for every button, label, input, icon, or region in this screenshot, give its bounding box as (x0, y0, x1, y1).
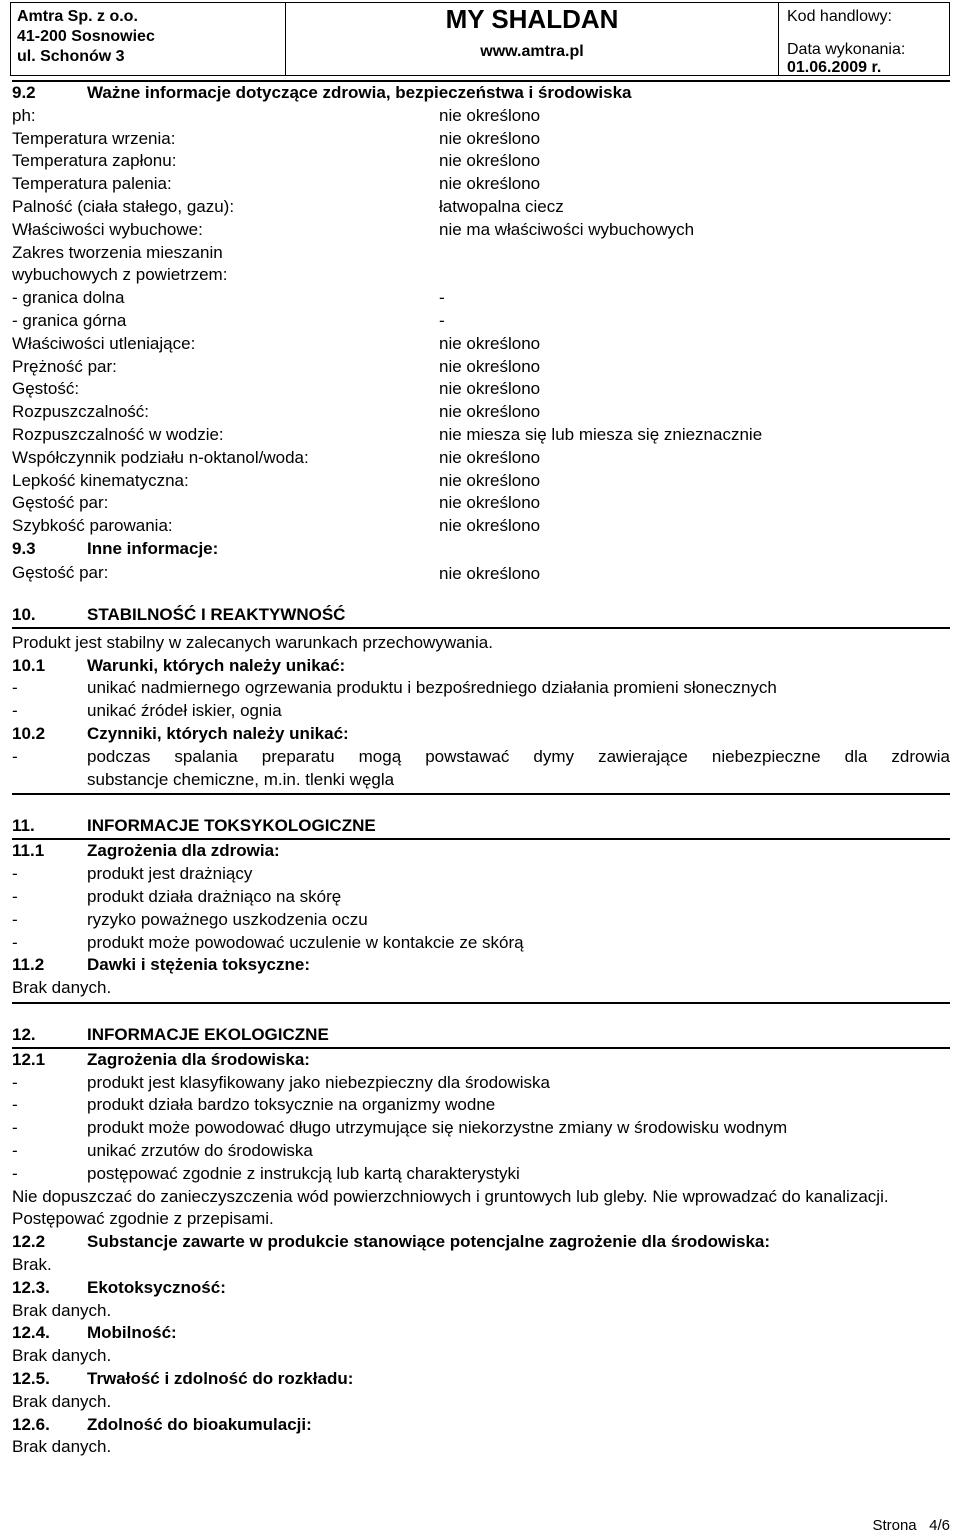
property-row (12, 447, 950, 470)
section-number: 11. (12, 816, 35, 836)
subsection-number: 12.2 (12, 1232, 46, 1252)
section-title: Ważne informacje dotyczące zdrowia, bezpieczeństwa i środowiska (87, 83, 632, 102)
list-item-text: unikać zrzutów do środowiska (87, 1141, 313, 1161)
subsection-number: 10.1 (12, 655, 46, 675)
subsection-heading (12, 1049, 950, 1072)
property-label: ph: (12, 105, 36, 125)
section-title: STABILNOŚĆ I REAKTYWNOŚĆ (87, 604, 346, 624)
list-item: - produkt działa bardzo toksycznie na organizmy wodne (12, 1094, 950, 1117)
subsection-text: Brak danych. (12, 1437, 112, 1457)
product-info (286, 3, 779, 75)
property-row (12, 424, 950, 447)
list-item: - postępować zgodnie z instrukcją lub kartą charakterystyki (12, 1163, 950, 1186)
property-label: Współczynnik podziału n-oktanol/woda: (12, 447, 309, 467)
section-heading (12, 815, 950, 840)
property-label: Gęstość par: (12, 562, 109, 582)
property-label: Zakres tworzenia mieszanin (12, 242, 223, 262)
page-number: Strona 4/6 (872, 1517, 950, 1534)
property-row (12, 219, 950, 242)
list-item-text: produkt jest drażniący (87, 864, 253, 884)
property-label: Rozpuszczalność: (12, 402, 150, 422)
list-item: - produkt jest drażniący (12, 863, 950, 886)
subsection-title: Warunki, których należy unikać: (87, 655, 346, 675)
list-item: - produkt działa drażniąco na skórę (12, 886, 950, 909)
property-row (12, 287, 950, 310)
property-row (12, 401, 950, 424)
list-item: - ryzyko poważnego uszkodzenia oczu (12, 909, 950, 932)
section-number: 9.2 (12, 83, 36, 102)
subsection-heading (12, 655, 950, 678)
subsection-heading (12, 1414, 950, 1437)
section-title: INFORMACJE TOKSYKOLOGICZNE (87, 816, 376, 836)
property-row (12, 356, 950, 379)
property-label: Temperatura zapłonu: (12, 151, 177, 171)
subsection-title: Zdolność do bioakumulacji: (87, 1414, 312, 1434)
property-value: - (439, 288, 445, 308)
property-row (12, 378, 950, 401)
product-name: MY SHALDAN (445, 4, 619, 34)
property-label: Szybkość parowania: (12, 516, 173, 536)
stability-text: Produkt jest stabilny w zalecanych warunkach przechowywania. (12, 632, 493, 652)
subsection-number: 9.3 (12, 538, 36, 558)
property-value: łatwopalna ciecz (439, 196, 564, 216)
properties-list (12, 105, 950, 538)
list-item: - produkt może powodować uczulenie w kontakcie ze skórą (12, 932, 950, 955)
no-data-text: Brak danych. (12, 977, 950, 1004)
property-row (12, 470, 950, 493)
list-item: - produkt jest klasyfikowany jako niebezpieczny dla środowiska (12, 1072, 950, 1095)
list-item-text: postępować zgodnie z instrukcją lub kartą charakterystyki (87, 1163, 520, 1183)
property-label: Właściwości utleniające: (12, 333, 196, 353)
section-heading (12, 80, 950, 105)
property-value: nie określono (439, 563, 541, 583)
list-item-text: unikać nadmiernego ogrzewania produktu i bezpośredniego działania promieni słonecznych (87, 678, 777, 698)
property-row (12, 242, 950, 265)
property-value: nie określono (439, 470, 541, 490)
property-label: Temperatura palenia: (12, 174, 172, 194)
property-label: Palność (ciała stałego, gazu): (12, 196, 235, 216)
ecology-paragraph: Nie dopuszczać do zanieczyszczenia wód powierzchniowych i gruntowych lub gleby. Nie wprowadzać do kanalizacji. Postępować zgodnie z przepisami. (12, 1186, 889, 1229)
property-value: nie określono (439, 333, 541, 353)
list-item: - unikać zrzutów do środowiska (12, 1140, 950, 1163)
property-value: nie określono (439, 493, 541, 513)
subsection-number: 11.1 (12, 841, 45, 861)
subsection-text: Brak danych. (12, 1346, 112, 1366)
list-item: - unikać nadmiernego ogrzewania produktu i bezpośredniego działania promieni słonecznych (12, 677, 950, 700)
company-name: Amtra Sp. z o.o. (17, 8, 138, 25)
list-item: - podczas spalania preparatu mogą powstawać dymy zawierające niebezpieczne dla zdrowia substancje chemiczne, m.in. tlenki węgla (12, 746, 950, 796)
section-heading (12, 1024, 950, 1049)
subsection-title: Ekotoksyczność: (87, 1277, 226, 1297)
subsection-number: 12.5. (12, 1369, 50, 1389)
property-value: nie ma właściwości wybuchowych (439, 219, 695, 239)
subsection-title: Czynniki, których należy unikać: (87, 723, 349, 743)
subsection-title: Trwałość i zdolność do rozkładu: (87, 1369, 354, 1389)
property-label: Właściwości wybuchowe: (12, 219, 203, 239)
property-label: Temperatura wrzenia: (12, 128, 176, 148)
property-value: nie określono (439, 516, 541, 536)
subsection-heading (12, 840, 950, 863)
trade-code-label: Kod handlowy: (787, 8, 892, 25)
subsection-heading (12, 1277, 950, 1300)
subsection-heading (12, 1368, 950, 1391)
subsection-text: Brak. (12, 1255, 52, 1275)
list-item-text: produkt działa drażniąco na skórę (87, 886, 342, 906)
section-number: 10. (12, 604, 36, 624)
subsection-heading (12, 954, 950, 977)
property-row (12, 310, 950, 333)
property-row (12, 264, 950, 287)
property-row (12, 105, 950, 128)
property-value: nie miesza się lub miesza się znieznacznie (439, 424, 763, 444)
property-row (12, 492, 950, 515)
property-row (12, 196, 950, 219)
subsection-title: Zagrożenia dla zdrowia: (87, 841, 280, 861)
section-heading (12, 604, 950, 629)
subsection-number: 11.2 (12, 955, 45, 975)
property-value: nie określono (439, 174, 541, 194)
property-label: Prężność par: (12, 356, 117, 376)
property-label: wybuchowych z powietrzem: (12, 265, 228, 285)
list-item-text: produkt może powodować uczulenie w kontakcie ze skórą (87, 932, 524, 952)
subsection-number: 12.1 (12, 1049, 46, 1069)
list-item-text: produkt jest klasyfikowany jako niebezpieczny dla środowiska (87, 1072, 551, 1092)
list-item-text: unikać źródeł iskier, ognia (87, 701, 282, 721)
list-item: - unikać źródeł iskier, ognia (12, 700, 950, 723)
subsection-heading (12, 1231, 950, 1254)
document-meta (779, 3, 949, 75)
subsection-title: Mobilność: (87, 1323, 177, 1343)
section-number: 12. (12, 1024, 36, 1044)
subsection-number: 12.4. (12, 1323, 50, 1343)
property-row (12, 128, 950, 151)
section-title: INFORMACJE EKOLOGICZNE (87, 1024, 329, 1044)
property-value: nie określono (439, 128, 541, 148)
document-body (12, 80, 950, 1459)
date-value: 01.06.2009 r. (787, 59, 882, 76)
subsection-heading (12, 1322, 950, 1345)
subsection-number: 10.2 (12, 723, 46, 743)
company-info (11, 3, 286, 75)
property-row (12, 150, 950, 173)
property-row (12, 333, 950, 356)
subsection-title: Zagrożenia dla środowiska: (87, 1049, 310, 1069)
document-header (10, 2, 950, 76)
subsection-title: Inne informacje: (87, 538, 219, 558)
property-label: Gęstość par: (12, 493, 109, 513)
property-value: - (439, 310, 445, 330)
list-item-text: podczas spalania preparatu mogą powstawać dymy zawierające niebezpieczne dla zdrowia (87, 746, 950, 766)
list-item-text: produkt może powodować długo utrzymujące się niekorzystne zmiany w środowisku wodnym (87, 1118, 788, 1138)
property-label: - granica dolna (12, 288, 125, 308)
property-value: nie określono (439, 105, 541, 125)
website: www.amtra.pl (480, 43, 584, 60)
property-value: nie określono (439, 447, 541, 467)
property-label: Gęstość: (12, 379, 80, 399)
date-label: Data wykonania: (787, 41, 906, 58)
list-item-text: produkt działa bardzo toksycznie na organizmy wodne (87, 1095, 496, 1115)
subsection-title: Substancje zawarte w produkcie stanowiące potencjalne zagrożenie dla środowiska: (87, 1232, 771, 1252)
subsection-text: Brak danych. (12, 1300, 112, 1320)
subsection-number: 12.6. (12, 1414, 50, 1434)
property-label: - granica górna (12, 310, 127, 330)
property-row (12, 561, 950, 586)
list-item-text-continued: substancje chemiczne, m.in. tlenki węgla (87, 769, 395, 789)
subsection-number: 12.3. (12, 1277, 50, 1297)
property-label: Rozpuszczalność w wodzie: (12, 424, 224, 444)
property-row (12, 515, 950, 538)
list-item-text: ryzyko poważnego uszkodzenia oczu (87, 909, 368, 929)
property-value: nie określono (439, 379, 541, 399)
property-value: nie określono (439, 402, 541, 422)
company-postal: 41-200 Sosnowiec (17, 28, 155, 45)
company-street: ul. Schonów 3 (17, 48, 125, 65)
list-item: - produkt może powodować długo utrzymujące się niekorzystne zmiany w środowisku wodnym (12, 1117, 950, 1140)
subsection-heading (12, 723, 950, 746)
property-row (12, 173, 950, 196)
subsection-title: Dawki i stężenia toksyczne: (87, 955, 310, 975)
property-value: nie określono (439, 151, 541, 171)
subsection-text: Brak danych. (12, 1391, 112, 1411)
property-label: Lepkość kinematyczna: (12, 470, 189, 490)
property-value: nie określono (439, 356, 541, 376)
subsection-heading (12, 538, 950, 561)
